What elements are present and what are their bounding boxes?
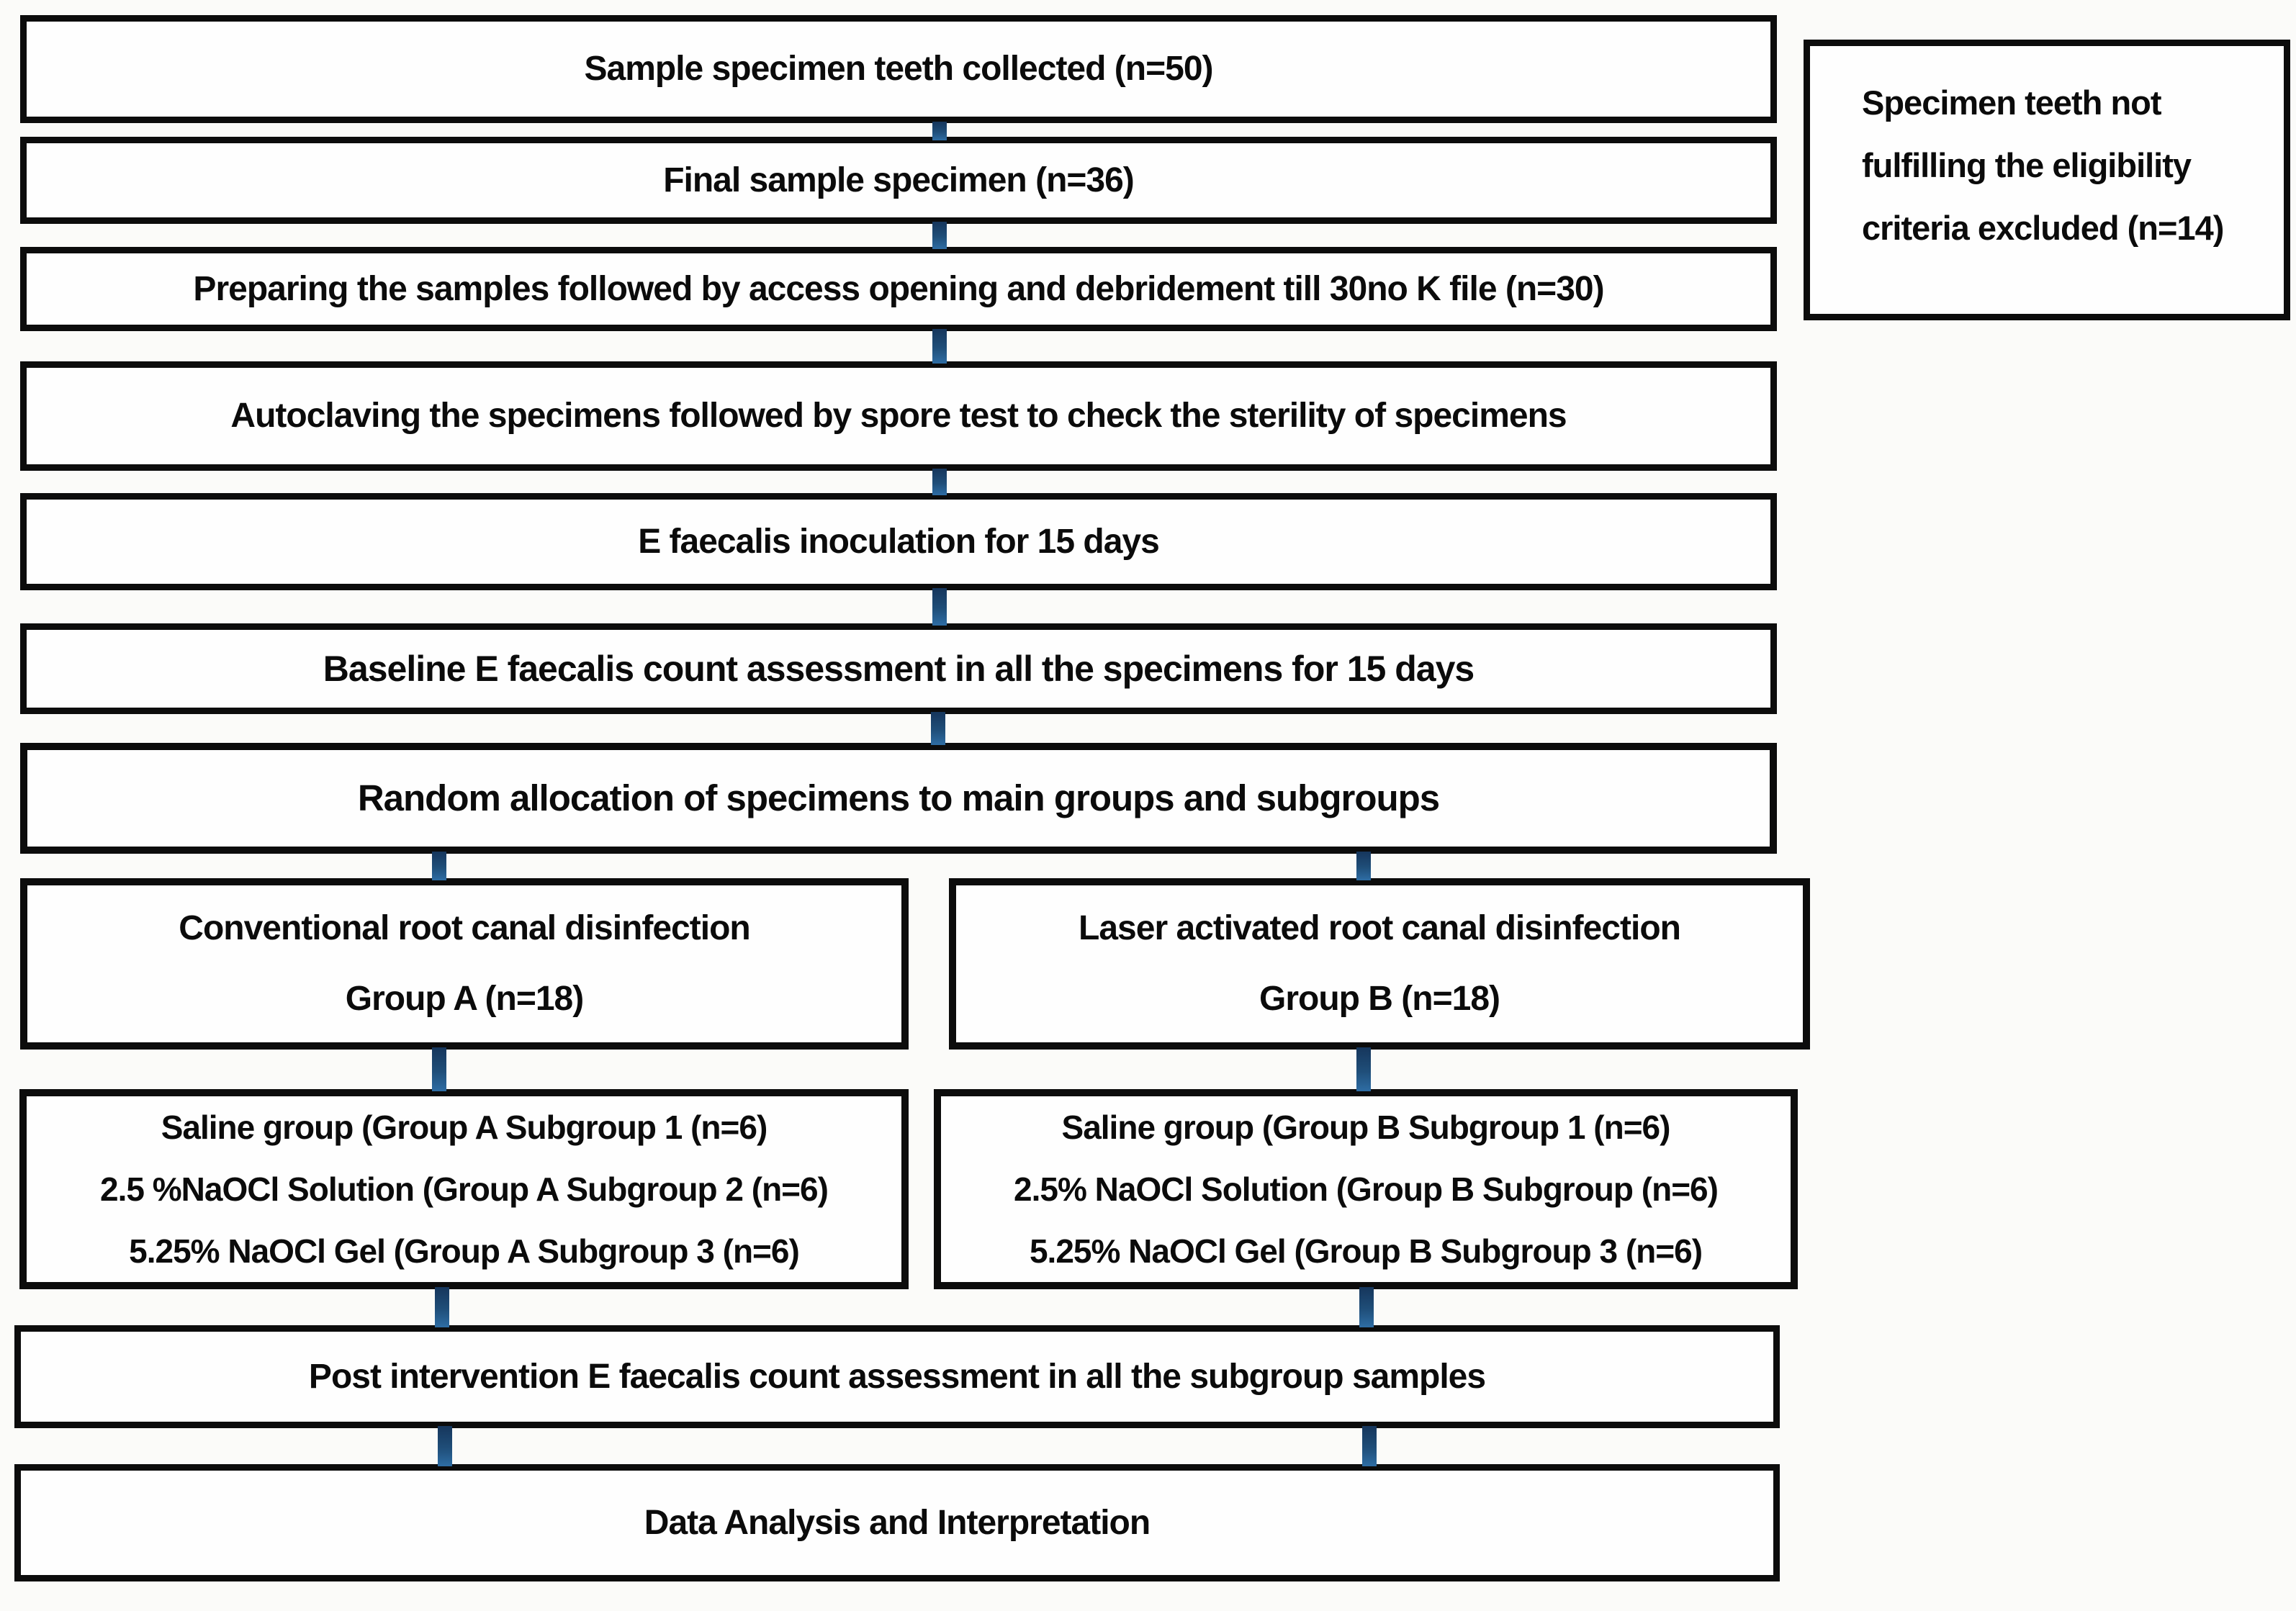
group-b-subgroup-2: 2.5% NaOCl Solution (Group B Subgroup (n=6) [1014,1170,1718,1208]
step-final-sample-label: Final sample specimen (n=36) [663,161,1134,199]
connector-allocation-to-group-b [1356,852,1371,880]
group-a-count: Group A (n=18) [345,980,584,1018]
step-inoculation [20,493,1777,590]
group-a-title: Conventional root canal disinfection [179,908,750,947]
step-post-intervention-label: Post intervention E faecalis count assessment in all the subgroup samples [308,1357,1486,1396]
connector-allocation-to-group-a [432,852,446,880]
connector-post-to-analysis-right [1362,1426,1377,1466]
group-a-subgroups-box [19,1089,909,1289]
step-baseline-count-label: Baseline E faecalis count assessment in all the specimens for 15 days [323,648,1475,689]
step-post-intervention [14,1325,1780,1428]
step-random-allocation-label: Random allocation of specimens to main groups and subgroups [357,777,1440,819]
step-baseline-count [20,623,1777,714]
connector-preparing-to-autoclaving [932,329,947,364]
connector-subgroups-b-to-post [1359,1287,1374,1327]
step-random-allocation [20,743,1777,854]
connector-subgroups-a-to-post [435,1287,449,1327]
group-b-box [949,878,1810,1050]
group-b-count: Group B (n=18) [1259,980,1500,1018]
step-sample-collected [20,15,1777,123]
step-preparing-samples-label: Preparing the samples followed by access opening and debridement till 30no K file (n=30) [193,269,1604,308]
connector-collected-to-final [932,122,947,140]
group-a-subgroup-2: 2.5 %NaOCl Solution (Group A Subgroup 2 (n=6) [100,1170,828,1208]
exclusion-note-line-3: criteria excluded (n=14) [1862,208,2224,247]
group-b-subgroup-1: Saline group (Group B Subgroup 1 (n=6) [1061,1108,1670,1146]
connector-post-to-analysis-left [438,1426,452,1466]
connector-inoculation-to-baseline [932,588,947,626]
connector-group-a-to-subgroups-a [432,1047,446,1091]
step-sample-collected-label: Sample specimen teeth collected (n=50) [584,50,1213,88]
group-a-box [20,878,909,1050]
connector-baseline-to-allocation [931,712,945,745]
group-b-subgroups-box [934,1089,1798,1289]
group-b-title: Laser activated root canal disinfection [1079,908,1680,947]
step-data-analysis [14,1464,1780,1581]
step-autoclaving-label: Autoclaving the specimens followed by spore test to check the sterility of specimens [230,397,1567,435]
group-a-subgroup-3: 5.25% NaOCl Gel (Group A Subgroup 3 (n=6) [129,1232,799,1271]
step-final-sample [20,137,1777,224]
connector-final-to-preparing [932,222,947,249]
group-a-subgroup-1: Saline group (Group A Subgroup 1 (n=6) [161,1108,767,1146]
step-inoculation-label: E faecalis inoculation for 15 days [638,522,1159,561]
step-preparing-samples [20,247,1777,331]
exclusion-note-line-2: fulfilling the eligibility [1862,145,2192,184]
exclusion-note-box [1804,40,2290,320]
step-data-analysis-label: Data Analysis and Interpretation [644,1503,1151,1542]
step-autoclaving [20,361,1777,471]
connector-group-b-to-subgroups-b [1356,1047,1371,1091]
connector-autoclaving-to-inoculation [932,469,947,495]
exclusion-note-line-1: Specimen teeth not [1862,84,2161,122]
group-b-subgroup-3: 5.25% NaOCl Gel (Group B Subgroup 3 (n=6) [1029,1232,1703,1271]
